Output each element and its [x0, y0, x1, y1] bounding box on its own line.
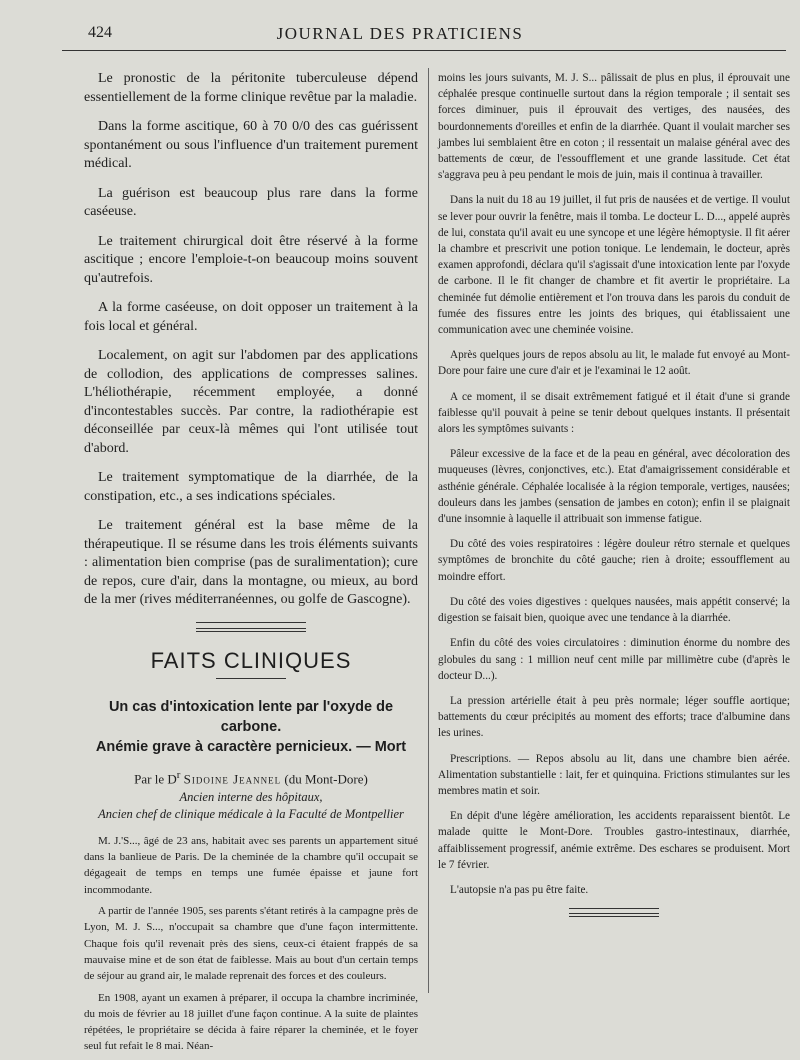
paragraph: Le traitement chirurgical doit être réservé à la forme ascitique ; encore l'emploie-t-on beaucoup moins souvent qu'autrefois.	[84, 233, 418, 286]
case-title-line: Un cas d'intoxication lente par l'oxyde de carbone.	[108, 698, 394, 735]
right-column	[438, 70, 790, 917]
header-rule	[62, 50, 786, 51]
paragraph: Du côté des voies digestives : quelques nausées, mais appétit conservé; la digestion se faisait bien, quoique avec une tendance à la diarrhée.	[438, 595, 790, 625]
paragraph: Pâleur excessive de la face et de la peau en général, avec décoloration des muqueuses (lèvres, conjonctives, etc.). Etat d'amaigrissement considérable et asthénie générale. Céphalée localisée à la région temporale, vertiges, nausées; douleurs dans les jambes (sensation de jambes en coton); enfin il se plaignait d'une insomnie à laquelle il attribuait son immense fatigue.	[438, 448, 790, 526]
paragraph: Du côté des voies respiratoires : légère douleur rétro sternale et quelques symptômes de bronchite du côté gauche; rien à droite; essoufflement au moindre effort.	[438, 538, 790, 583]
author-affiliation: Ancien interne des hôpitaux,	[179, 789, 323, 804]
byline-prefix: Par le D	[134, 770, 177, 786]
section-title: FAITS CLINIQUES	[150, 647, 352, 673]
paragraph: La pression artérielle était à peu près normale; léger souffle aortique; battements du cœur précipités au moment des efforts; trace d'albumine dans les urines.	[438, 694, 790, 740]
left-column	[84, 70, 418, 1060]
paragraph: Dans la nuit du 18 au 19 juillet, il fut pris de nausées et de vertige. Il voulut se lever pour ouvrir la fenêtre, mais il tomba. Le docteur L. D..., appelé auprès de lui, constata qu'il avait eu une syncope et une légère hémoptysie. Il fit aérer la chambre et prescrivit une potion tonique. Le lendemain, le docteur, après examen approfondi, déclara qu'il s'agissait d'une intoxication lente par l'oxyde de carbone. Il le fit changer de chambre et fit avertir le propriétaire. La cheminée fut démolie entièrement et l'on trouva dans les parois du conduit de fumée des fissures entre les joints des briques, qui établissaient une communication avec une cheminée voisine.	[438, 194, 790, 337]
paragraph: Enfin du côté des voies circulatoires : diminution énorme du nombre des globules du sang : 1 million neuf cent mille par millimètre cube (d'après le docteur D...).	[438, 637, 790, 682]
journal-title: JOURNAL DES PRATICIENS	[276, 24, 524, 43]
case-paragraph: A partir de l'année 1905, ses parents s'étant retirés à la campagne près de Lyon, M. J. S..., n'occupait sa chambre que d'une façon intermittente. Chaque fois qu'il revenait près des siens, ceux-ci étaient frappés de sa mauvaise mine et de son état de faiblesse. Mais au bout d'un certain temps de séjour au grand air, le malade reprenait des forces et des couleurs.	[84, 905, 418, 983]
paragraph: En dépit d'une légère amélioration, les accidents reparaissent bientôt. Le malade quitte le Mont-Dore. Troubles gastro-intestinaux, diarrhée, affaiblissement progressif, anémie extrême. Des eschares se produisent. Mort le 7 février.	[438, 810, 790, 871]
section-separator-line	[196, 631, 306, 632]
column-divider	[428, 68, 429, 993]
case-title	[84, 697, 418, 757]
case-paragraph: M. J.'S..., âgé de 23 ans, habitait avec ses parents un appartement situé dans la banlieue de Paris. De la cheminée de la chambre qu'il occupait se dégageait de temps en temps une fumée épaisse et jaune fort incommodante.	[84, 834, 418, 896]
paragraph: Le pronostic de la péritonite tuberculeuse dépend essentiellement de la forme clinique revêtue par la maladie.	[84, 71, 418, 105]
author-name: Sidoine Jeannel	[183, 770, 282, 786]
paragraph: Dans la forme ascitique, 60 à 70 0/0 des cas guérissent spontanément ou sous l'influence d'un traitement purement médical.	[84, 119, 418, 171]
paragraph: Prescriptions. — Repos absolu au lit, dans une chambre bien aérée. Alimentation substantielle : lait, fer et quinquina. Frictions stimulantes sur les membres matin et soir.	[438, 752, 790, 797]
case-paragraph: En 1908, ayant un examen à préparer, il occupa la chambre incriminée, du mois de février au 18 juillet d'une façon continue. A la suite de plaintes répétées, le propriétaire se décida à faire réparer la cheminée, et le foyer seul fut refait le 8 mai. Néan-	[84, 991, 418, 1053]
paragraph: La guérison est beaucoup plus rare dans la forme caséeuse.	[84, 185, 418, 219]
paragraph: A la forme caséeuse, on doit opposer un traitement à la fois local et général.	[84, 300, 418, 334]
page-number: 424	[88, 24, 112, 41]
paragraph: A ce moment, il se disait extrêmement fatigué et il était d'une si grande faiblesse qu'il pouvait à peine se tenir debout quelques instants. Il présentait alors les symptômes suivants :	[438, 390, 790, 436]
case-title-line: Anémie grave à caractère pernicieux. — Mort	[95, 738, 407, 755]
paragraph: Après quelques jours de repos absolu au lit, le malade fut envoyé au Mont-Dore pour faire une cure d'air et je l'examinai le 12 août.	[438, 349, 790, 378]
title-rule	[216, 678, 286, 679]
paragraph: Localement, on agit sur l'abdomen par des applications de collodion, des applications de compresses salines. L'héliothérapie, récemment employée, a donné d'incontestables succès. Par contre, la radiothérapie est déconseillée par ceux-là mêmes qui l'ont utilisée tout d'abord.	[84, 348, 418, 456]
paragraph: Le traitement symptomatique de la diarrhée, de la constipation, etc., a ses indications spéciales.	[84, 470, 418, 504]
end-separator	[569, 908, 659, 914]
paragraph: moins les jours suivants, M. J. S... pâlissait de plus en plus, il éprouvait une céphalée presque continuelle surtout dans la région temporale ; il sentait ses forces diminuer, puis il éprouvait des vertiges, des nausées, des bourdonnements d'oreilles et enfin de la diarrhée. Quant il voulait marcher ses jambes lui semblaient être en coton ; il ressentait un malaise général avec des battements de cœur, de l'essoufflement et une grande lassitude. Cet état s'aggrava peu à peu pendant le mois de juin, mais il continua à travailler.	[438, 72, 790, 182]
paragraph: Le traitement général est la base même de la thérapeutique. Il se résume dans les trois éléments suivants : alimentation bien comprise (pas de suralimentation); cure de repos, cure d'air, dans la montagne, ou mieux, au bord de la mer (rives méditerranéennes, ou golfe de Gascogne).	[84, 518, 418, 607]
section-separator	[196, 622, 306, 629]
end-separator-line	[569, 916, 659, 917]
author-affiliation: Ancien chef de clinique médicale à la Faculté de Montpellier	[98, 806, 404, 821]
paragraph: L'autopsie n'a pas pu être faite.	[450, 883, 589, 896]
byline-sup: r	[176, 768, 181, 781]
page-header	[0, 24, 800, 48]
author-byline	[84, 769, 418, 787]
byline-suffix: (du Mont-Dore)	[284, 770, 368, 786]
